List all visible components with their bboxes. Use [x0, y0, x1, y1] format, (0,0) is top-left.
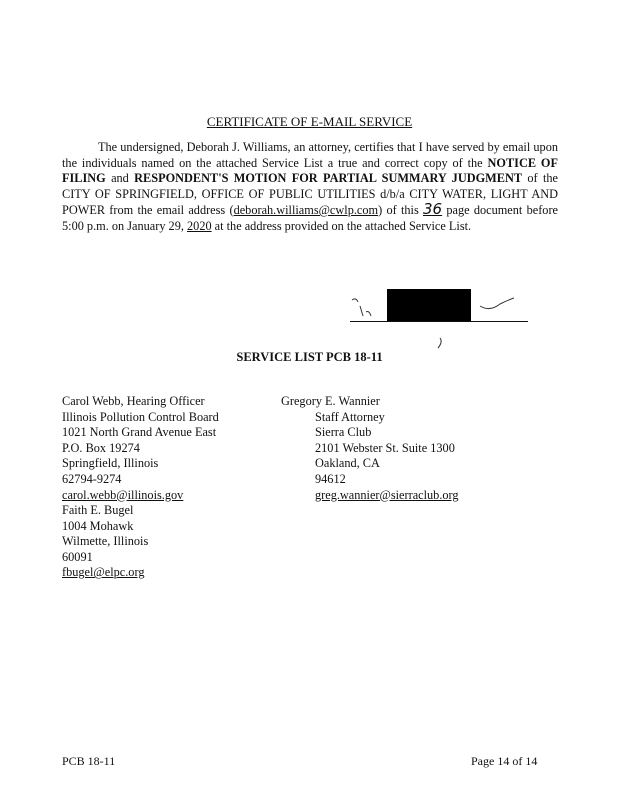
recipient-zip: 62794-9274 [62, 471, 122, 486]
signature-redaction [387, 289, 471, 322]
recipient-address-line: 2101 Webster St. Suite 1300 [315, 440, 455, 455]
recipient-zip: 60091 [62, 549, 93, 564]
recipient-email-link[interactable]: carol.webb@illinois.gov [62, 487, 184, 502]
body-text-6: at the address provided on the attached Service List. [211, 218, 472, 233]
recipient-faith-bugel [62, 503, 148, 581]
recipient-city: Wilmette, Illinois [62, 534, 149, 549]
body-text-4: ) of this [378, 203, 423, 217]
body-text-3: of the CITY OF SPRINGFIELD, OFFICE OF PUBLIC UTILITIES d/b/a CITY WATER, LIGHT AND POWER from the email address ( [62, 171, 558, 217]
recipient-city: Springfield, Illinois [62, 456, 159, 471]
signature-line [350, 321, 528, 322]
recipient-carol-webb [62, 394, 219, 503]
recipient-name: Carol Webb, Hearing Officer [62, 394, 205, 408]
recipient-email-link[interactable]: greg.wannier@sierraclub.org [315, 487, 459, 502]
body-text-5: page document before 5:00 p.m. on January 29, [62, 203, 558, 233]
footer-page-number: Page 14 of 14 [471, 754, 538, 768]
notice-of-filing: NOTICE OF FILING [62, 155, 558, 185]
motion-title: RESPONDENT'S MOTION FOR PARTIAL SUMMARY JUDGMENT [134, 171, 523, 185]
recipient-org: Sierra Club [315, 425, 372, 440]
sender-email: deborah.williams@cwlp.com [233, 203, 379, 217]
recipient-name: Gregory E. Wannier [281, 394, 380, 408]
recipient-email-link[interactable]: fbugel@elpc.org [62, 565, 145, 580]
recipient-address-line: 1004 Mohawk [62, 518, 134, 533]
recipient-title: Staff Attorney [315, 409, 385, 424]
recipient-org: Illinois Pollution Control Board [62, 409, 219, 424]
certificate-body [62, 140, 558, 234]
recipient-name: Faith E. Bugel [62, 503, 134, 517]
service-list-title: SERVICE LIST PCB 18-11 [236, 350, 383, 364]
recipient-zip: 94612 [315, 471, 346, 486]
body-text-2: and [105, 171, 135, 185]
signature-block [330, 282, 540, 352]
body-text-1: The undersigned, Deborah J. Williams, an attorney, certifies that I have served by email upon the individuals named on the attached Service List a true and correct copy of the [62, 140, 558, 170]
certificate-title: CERTIFICATE OF E-MAIL SERVICE [206, 114, 413, 129]
footer-case-number: PCB 18-11 [62, 754, 116, 768]
recipient-city: Oakland, CA [315, 456, 380, 471]
page-count: 36 [423, 200, 443, 218]
recipient-address-line: 1021 North Grand Avenue East [62, 425, 217, 440]
recipient-po-box: P.O. Box 19274 [62, 440, 140, 455]
recipient-gregory-wannier [281, 394, 459, 503]
filing-year: 2020 [187, 218, 212, 233]
